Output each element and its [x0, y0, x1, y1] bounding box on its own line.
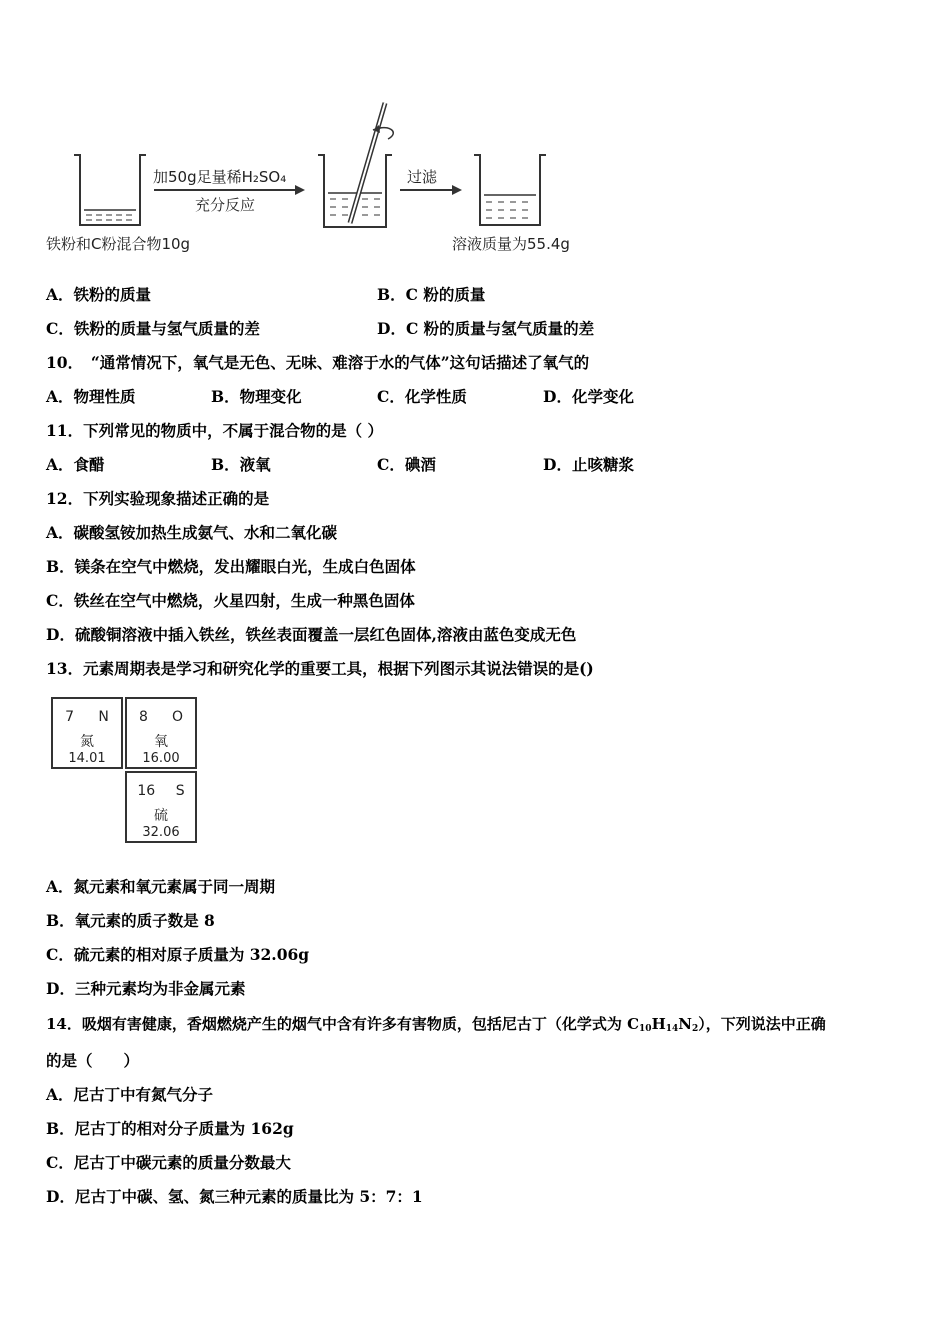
q13-option-d: D．三种元素均为非金属元素 — [46, 979, 246, 998]
q12-option-a: A．碳酸氢铵加热生成氨气、水和二氧化碳 — [46, 523, 338, 542]
reagent-label: 加50g足量稀H₂SO₄ — [153, 168, 287, 186]
q13-option-c: C．硫元素的相对原子质量为 32.06g — [46, 945, 310, 964]
q14-option-a: A．尼古丁中有氮气分子 — [46, 1085, 214, 1104]
q12-stem: 12．下列实验现象描述正确的是 — [46, 489, 270, 508]
q10-option-a: A．物理性质 — [46, 387, 136, 406]
q13-option-b: B．氧元素的质子数是 8 — [46, 911, 215, 930]
q9-option-c: C．铁粉的质量与氢气质量的差 — [46, 319, 260, 338]
q11-option-d: D．止咳糖浆 — [543, 455, 634, 474]
q12-option-b: B．镁条在空气中燃烧，发出耀眼白光，生成白色固体 — [46, 557, 416, 576]
element-cell-sulfur: 16 S 硫 32.06 — [125, 771, 197, 843]
q11-stem: 11．下列常见的物质中，不属于混合物的是（ ） — [46, 421, 383, 440]
q12-option-d: D．硫酸铜溶液中插入铁丝，铁丝表面覆盖一层红色固体,溶液由蓝色变成无色 — [46, 625, 577, 644]
beaker-icon — [474, 155, 546, 225]
q14-stem: 14．吸烟有害健康，香烟燃烧产生的烟气中含有许多有害物质，包括尼古丁（化学式为 $C_{10}H_{14}N_2$），下列说法中正确 — [46, 1015, 826, 1034]
reaction-label: 充分反应 — [195, 196, 256, 214]
q11-option-b: B．液氧 — [211, 455, 271, 474]
mixture-caption: 铁粉和C粉混合物10g — [46, 235, 191, 253]
q9-option-d: D．C 粉的质量与氢气质量的差 — [377, 319, 595, 338]
element-cell-nitrogen: 7 N 氮 14.01 — [51, 697, 123, 769]
q14-option-b: B．尼古丁的相对分子质量为 162g — [46, 1119, 294, 1138]
beaker-icon — [74, 155, 146, 225]
q10-option-b: B．物理变化 — [211, 387, 302, 406]
q14-stem-line2: 的是（ ） — [46, 1051, 140, 1070]
filter-label: 过滤 — [407, 168, 438, 186]
q14-option-c: C．尼古丁中碳元素的质量分数最大 — [46, 1153, 291, 1172]
q12-option-c: C．铁丝在空气中燃烧，火星四射，生成一种黑色固体 — [46, 591, 415, 610]
q10-option-c: C．化学性质 — [377, 387, 467, 406]
q10-option-d: D．化学变化 — [543, 387, 634, 406]
beaker-with-rod-icon — [318, 103, 393, 227]
q14-option-d: D．尼古丁中碳、氢、氮三种元素的质量比为 5：7：1 — [46, 1187, 423, 1206]
q13-option-a: A．氮元素和氧元素属于同一周期 — [46, 877, 276, 896]
q10-stem: 10． “通常情况下，氧气是无色、无味、难溶于水的气体”这句话描述了氧气的 — [46, 353, 590, 372]
q13-stem: 13．元素周期表是学习和研究化学的重要工具，根据下列图示其说法错误的是() — [46, 659, 594, 678]
element-cell-oxygen: 8 O 氧 16.00 — [125, 697, 197, 769]
q11-option-c: C．碘酒 — [377, 455, 436, 474]
q9-option-b: B．C 粉的质量 — [377, 285, 486, 304]
solution-caption: 溶液质量为55.4g — [452, 235, 570, 253]
experiment-diagram — [40, 95, 600, 235]
q9-option-a: A．铁粉的质量 — [46, 285, 152, 304]
q11-option-a: A．食醋 — [46, 455, 105, 474]
periodic-table-excerpt — [51, 697, 201, 845]
